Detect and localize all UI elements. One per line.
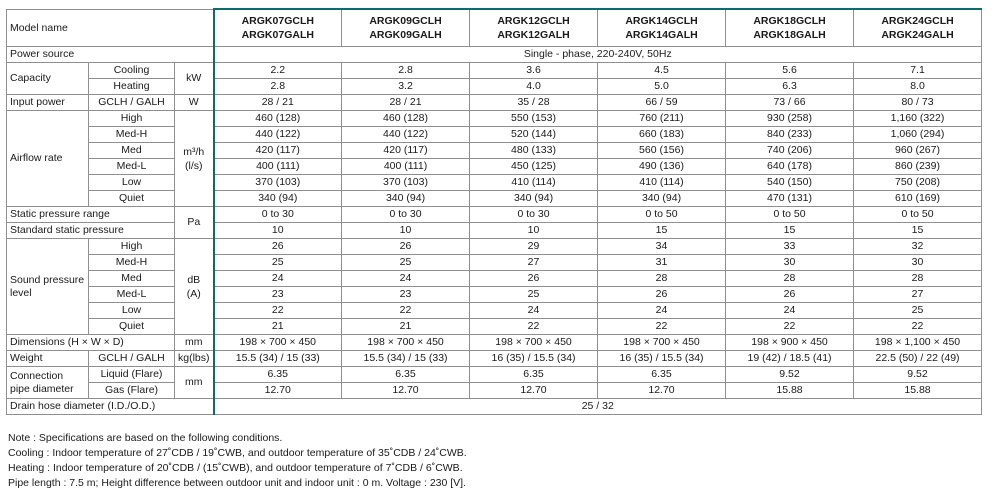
sound-pressure-value: 31 (598, 255, 726, 271)
airflow-value: 560 (156) (598, 143, 726, 159)
airflow-unit (175, 111, 214, 207)
capacity-value: 2.2 (214, 63, 342, 79)
connection-pipe-value: 6.35 (470, 367, 598, 383)
airflow-value: 410 (114) (470, 175, 598, 191)
weight-value: 16 (35) / 15.5 (34) (598, 351, 726, 367)
airflow-value: 340 (94) (342, 191, 470, 207)
connection-pipe-label (7, 367, 89, 399)
airflow-value: 420 (117) (214, 143, 342, 159)
dimensions-value: 198 × 700 × 450 (342, 335, 470, 351)
airflow-value: 340 (94) (470, 191, 598, 207)
airflow-value: 340 (94) (214, 191, 342, 207)
drain-hose-label: Drain hose diameter (I.D./O.D.) (7, 399, 214, 415)
sound-pressure-value: 25 (342, 255, 470, 271)
sound-pressure-value: 27 (470, 255, 598, 271)
airflow-row (7, 175, 982, 191)
airflow-value: 550 (153) (470, 111, 598, 127)
model-header (726, 9, 854, 47)
model-header (598, 9, 726, 47)
standard-static-pressure-value: 10 (214, 223, 342, 239)
airflow-sub-label: Med-H (89, 127, 175, 143)
airflow-value: 490 (136) (598, 159, 726, 175)
dimensions-unit: mm (175, 335, 214, 351)
standard-static-pressure-label: Standard static pressure (7, 223, 175, 239)
dimensions-row (7, 335, 982, 351)
sound-pressure-sub-label: Med-H (89, 255, 175, 271)
sound-pressure-value: 34 (598, 239, 726, 255)
airflow-unit-line: (l/s) (185, 159, 203, 172)
airflow-value: 660 (183) (598, 127, 726, 143)
standard-static-pressure-value: 15 (854, 223, 982, 239)
airflow-value: 640 (178) (726, 159, 854, 175)
sound-pressure-value: 28 (854, 271, 982, 287)
sound-pressure-value: 22 (470, 319, 598, 335)
connection-pipe-value: 12.70 (342, 383, 470, 399)
airflow-value: 480 (133) (470, 143, 598, 159)
note-line: Pipe length : 7.5 m; Height difference between outdoor unit and indoor unit : 0 m. Voltage : 230 [V]. (8, 477, 467, 489)
static-pressure-range-value: 0 to 30 (214, 207, 342, 223)
sound-pressure-row (7, 255, 982, 271)
model-code: ARGK14GALH (625, 29, 698, 41)
weight-sub-label: GCLH / GALH (89, 351, 175, 367)
capacity-value: 2.8 (214, 79, 342, 95)
airflow-value: 370 (103) (342, 175, 470, 191)
sound-pressure-sub-label: Med-L (89, 287, 175, 303)
sound-pressure-value: 26 (470, 271, 598, 287)
standard-static-pressure-row (7, 223, 982, 239)
airflow-sub-label: Low (89, 175, 175, 191)
notes (8, 431, 467, 491)
dimensions-value: 198 × 1,100 × 450 (854, 335, 982, 351)
standard-static-pressure-value: 15 (726, 223, 854, 239)
airflow-label: Airflow rate (7, 111, 89, 207)
sound-pressure-value: 26 (214, 239, 342, 255)
model-name-label: Model name (7, 9, 214, 47)
connection-pipe-unit: mm (175, 367, 214, 399)
static-pressure-range-value: 0 to 50 (854, 207, 982, 223)
connection-pipe-value: 12.70 (598, 383, 726, 399)
sound-pressure-value: 21 (214, 319, 342, 335)
airflow-value: 450 (125) (470, 159, 598, 175)
model-header (854, 9, 982, 47)
airflow-sub-label: High (89, 111, 175, 127)
static-pressure-unit: Pa (175, 207, 214, 239)
sound-pressure-value: 26 (726, 287, 854, 303)
airflow-value: 930 (258) (726, 111, 854, 127)
capacity-value: 3.6 (470, 63, 598, 79)
connection-pipe-value: 6.35 (214, 367, 342, 383)
sound-pressure-value: 24 (726, 303, 854, 319)
connection-pipe-value: 15.88 (854, 383, 982, 399)
sound-pressure-value: 23 (214, 287, 342, 303)
spec-table (6, 8, 982, 415)
connection-pipe-row (7, 383, 982, 399)
airflow-value: 750 (208) (854, 175, 982, 191)
airflow-value: 740 (206) (726, 143, 854, 159)
note-line: Cooling : Indoor temperature of 27˚CDB / 19˚CWB, and outdoor temperature of 35˚CDB / 24˚CWB. (8, 447, 467, 459)
airflow-value: 610 (169) (854, 191, 982, 207)
sound-pressure-value: 30 (726, 255, 854, 271)
static-pressure-range-value: 0 to 30 (470, 207, 598, 223)
model-header (342, 9, 470, 47)
sound-pressure-sub-label: Quiet (89, 319, 175, 335)
capacity-value: 7.1 (854, 63, 982, 79)
connection-pipe-sub-label: Liquid (Flare) (89, 367, 175, 383)
standard-static-pressure-value: 15 (598, 223, 726, 239)
input-power-unit: W (175, 95, 214, 111)
sound-pressure-sub-label: Med (89, 271, 175, 287)
sound-pressure-value: 26 (342, 239, 470, 255)
capacity-value: 4.5 (598, 63, 726, 79)
airflow-value: 440 (122) (342, 127, 470, 143)
capacity-value: 8.0 (854, 79, 982, 95)
drain-hose-row (7, 399, 982, 415)
connection-pipe-row (7, 367, 982, 383)
airflow-value: 520 (144) (470, 127, 598, 143)
weight-value: 22.5 (50) / 22 (49) (854, 351, 982, 367)
airflow-value: 1,160 (322) (854, 111, 982, 127)
standard-static-pressure-value: 10 (470, 223, 598, 239)
note-heading: Note : Specifications are based on the following conditions. (8, 432, 283, 444)
weight-value: 15.5 (34) / 15 (33) (214, 351, 342, 367)
power-source-row (7, 47, 982, 63)
input-power-label: Input power (7, 95, 89, 111)
sound-pressure-value: 29 (470, 239, 598, 255)
airflow-value: 1,060 (294) (854, 127, 982, 143)
airflow-value: 410 (114) (598, 175, 726, 191)
static-pressure-range-value: 0 to 50 (726, 207, 854, 223)
weight-row (7, 351, 982, 367)
sound-pressure-sub-label: High (89, 239, 175, 255)
header-row (7, 9, 982, 47)
capacity-unit: kW (175, 63, 214, 95)
sound-pressure-label (7, 239, 89, 335)
model-code: ARGK09GALH (369, 29, 442, 41)
model-header (214, 9, 342, 47)
model-code: ARGK18GCLH (753, 15, 826, 27)
sound-pressure-row (7, 271, 982, 287)
airflow-sub-label: Quiet (89, 191, 175, 207)
capacity-value: 6.3 (726, 79, 854, 95)
sound-pressure-value: 30 (854, 255, 982, 271)
input-power-sub-label: GCLH / GALH (89, 95, 175, 111)
sound-pressure-value: 24 (598, 303, 726, 319)
airflow-value: 440 (122) (214, 127, 342, 143)
model-code: ARGK18GALH (753, 29, 826, 41)
dimensions-value: 198 × 700 × 450 (598, 335, 726, 351)
model-code: ARGK24GCLH (881, 15, 954, 27)
sound-pressure-value: 28 (726, 271, 854, 287)
airflow-row (7, 111, 982, 127)
connection-pipe-value: 9.52 (854, 367, 982, 383)
airflow-value: 460 (128) (214, 111, 342, 127)
dimensions-value: 198 × 900 × 450 (726, 335, 854, 351)
model-code: ARGK12GCLH (497, 15, 570, 27)
model-header (470, 9, 598, 47)
connection-pipe-value: 15.88 (726, 383, 854, 399)
sound-pressure-value: 22 (598, 319, 726, 335)
sound-pressure-value: 24 (214, 271, 342, 287)
input-power-value: 28 / 21 (214, 95, 342, 111)
sound-pressure-value: 25 (470, 287, 598, 303)
sound-pressure-sub-label: Low (89, 303, 175, 319)
airflow-value: 420 (117) (342, 143, 470, 159)
capacity-value: 5.6 (726, 63, 854, 79)
connection-pipe-value: 6.35 (598, 367, 726, 383)
airflow-value: 840 (233) (726, 127, 854, 143)
airflow-value: 460 (128) (342, 111, 470, 127)
static-pressure-range-row (7, 207, 982, 223)
sound-pressure-value: 22 (726, 319, 854, 335)
weight-value: 15.5 (34) / 15 (33) (342, 351, 470, 367)
capacity-value: 3.2 (342, 79, 470, 95)
model-code: ARGK24GALH (881, 29, 954, 41)
input-power-value: 66 / 59 (598, 95, 726, 111)
sound-pressure-label-line: Sound pressure (10, 273, 85, 286)
airflow-sub-label: Med (89, 143, 175, 159)
model-code: ARGK07GALH (241, 29, 314, 41)
capacity-value: 2.8 (342, 63, 470, 79)
connection-pipe-value: 12.70 (214, 383, 342, 399)
sound-pressure-value: 22 (214, 303, 342, 319)
capacity-row (7, 63, 982, 79)
power-source-value: Single - phase, 220-240V, 50Hz (214, 47, 982, 63)
airflow-row (7, 159, 982, 175)
sound-pressure-value: 22 (342, 303, 470, 319)
input-power-row (7, 95, 982, 111)
airflow-value: 400 (111) (214, 159, 342, 175)
airflow-value: 960 (267) (854, 143, 982, 159)
input-power-value: 80 / 73 (854, 95, 982, 111)
capacity-row (7, 79, 982, 95)
connection-pipe-sub-label: Gas (Flare) (89, 383, 175, 399)
connection-pipe-value: 12.70 (470, 383, 598, 399)
airflow-value: 540 (150) (726, 175, 854, 191)
model-code: ARGK12GALH (497, 29, 570, 41)
connection-pipe-value: 6.35 (342, 367, 470, 383)
sound-pressure-value: 24 (470, 303, 598, 319)
weight-unit: kg(lbs) (175, 351, 214, 367)
sound-pressure-value: 27 (854, 287, 982, 303)
airflow-value: 860 (239) (854, 159, 982, 175)
weight-value: 19 (42) / 18.5 (41) (726, 351, 854, 367)
model-code: ARGK07GCLH (241, 15, 314, 27)
sound-pressure-value: 33 (726, 239, 854, 255)
connection-pipe-label-line: pipe diameter (10, 382, 74, 395)
capacity-sub-label: Heating (89, 79, 175, 95)
sound-pressure-value: 32 (854, 239, 982, 255)
weight-value: 16 (35) / 15.5 (34) (470, 351, 598, 367)
static-pressure-range-value: 0 to 50 (598, 207, 726, 223)
input-power-value: 28 / 21 (342, 95, 470, 111)
dimensions-value: 198 × 700 × 450 (214, 335, 342, 351)
airflow-row (7, 143, 982, 159)
sound-pressure-value: 25 (854, 303, 982, 319)
model-code: ARGK14GCLH (625, 15, 698, 27)
model-code: ARGK09GCLH (369, 15, 442, 27)
sound-pressure-row (7, 239, 982, 255)
sound-pressure-value: 22 (854, 319, 982, 335)
dimensions-label: Dimensions (H × W × D) (7, 335, 175, 351)
capacity-value: 4.0 (470, 79, 598, 95)
airflow-sub-label: Med-L (89, 159, 175, 175)
standard-static-pressure-value: 10 (342, 223, 470, 239)
sound-pressure-row (7, 303, 982, 319)
input-power-value: 35 / 28 (470, 95, 598, 111)
sound-pressure-unit-line: dB (187, 273, 201, 286)
sound-pressure-unit (175, 239, 214, 335)
airflow-value: 760 (211) (598, 111, 726, 127)
sound-pressure-value: 21 (342, 319, 470, 335)
airflow-row (7, 127, 982, 143)
static-pressure-range-label: Static pressure range (7, 207, 175, 223)
capacity-label: Capacity (7, 63, 89, 95)
airflow-value: 340 (94) (598, 191, 726, 207)
drain-hose-value: 25 / 32 (214, 399, 982, 415)
airflow-unit-line: m³/h (183, 145, 205, 158)
airflow-value: 470 (131) (726, 191, 854, 207)
sound-pressure-value: 28 (598, 271, 726, 287)
connection-pipe-value: 9.52 (726, 367, 854, 383)
sound-pressure-row (7, 319, 982, 335)
sound-pressure-value: 26 (598, 287, 726, 303)
capacity-sub-label: Cooling (89, 63, 175, 79)
sound-pressure-row (7, 287, 982, 303)
airflow-value: 370 (103) (214, 175, 342, 191)
power-source-label: Power source (7, 47, 214, 63)
airflow-row (7, 191, 982, 207)
airflow-value: 400 (111) (342, 159, 470, 175)
note-line: Heating : Indoor temperature of 20˚CDB / (15˚CWB), and outdoor temperature of 7˚CDB / 6˚CWB. (8, 462, 463, 474)
sound-pressure-label-line: level (10, 286, 32, 299)
sound-pressure-value: 24 (342, 271, 470, 287)
sound-pressure-value: 25 (214, 255, 342, 271)
dimensions-value: 198 × 700 × 450 (470, 335, 598, 351)
static-pressure-range-value: 0 to 30 (342, 207, 470, 223)
weight-label: Weight (7, 351, 89, 367)
connection-pipe-label-line: Connection (10, 369, 64, 382)
capacity-value: 5.0 (598, 79, 726, 95)
sound-pressure-value: 23 (342, 287, 470, 303)
input-power-value: 73 / 66 (726, 95, 854, 111)
sound-pressure-unit-line: (A) (186, 287, 201, 300)
